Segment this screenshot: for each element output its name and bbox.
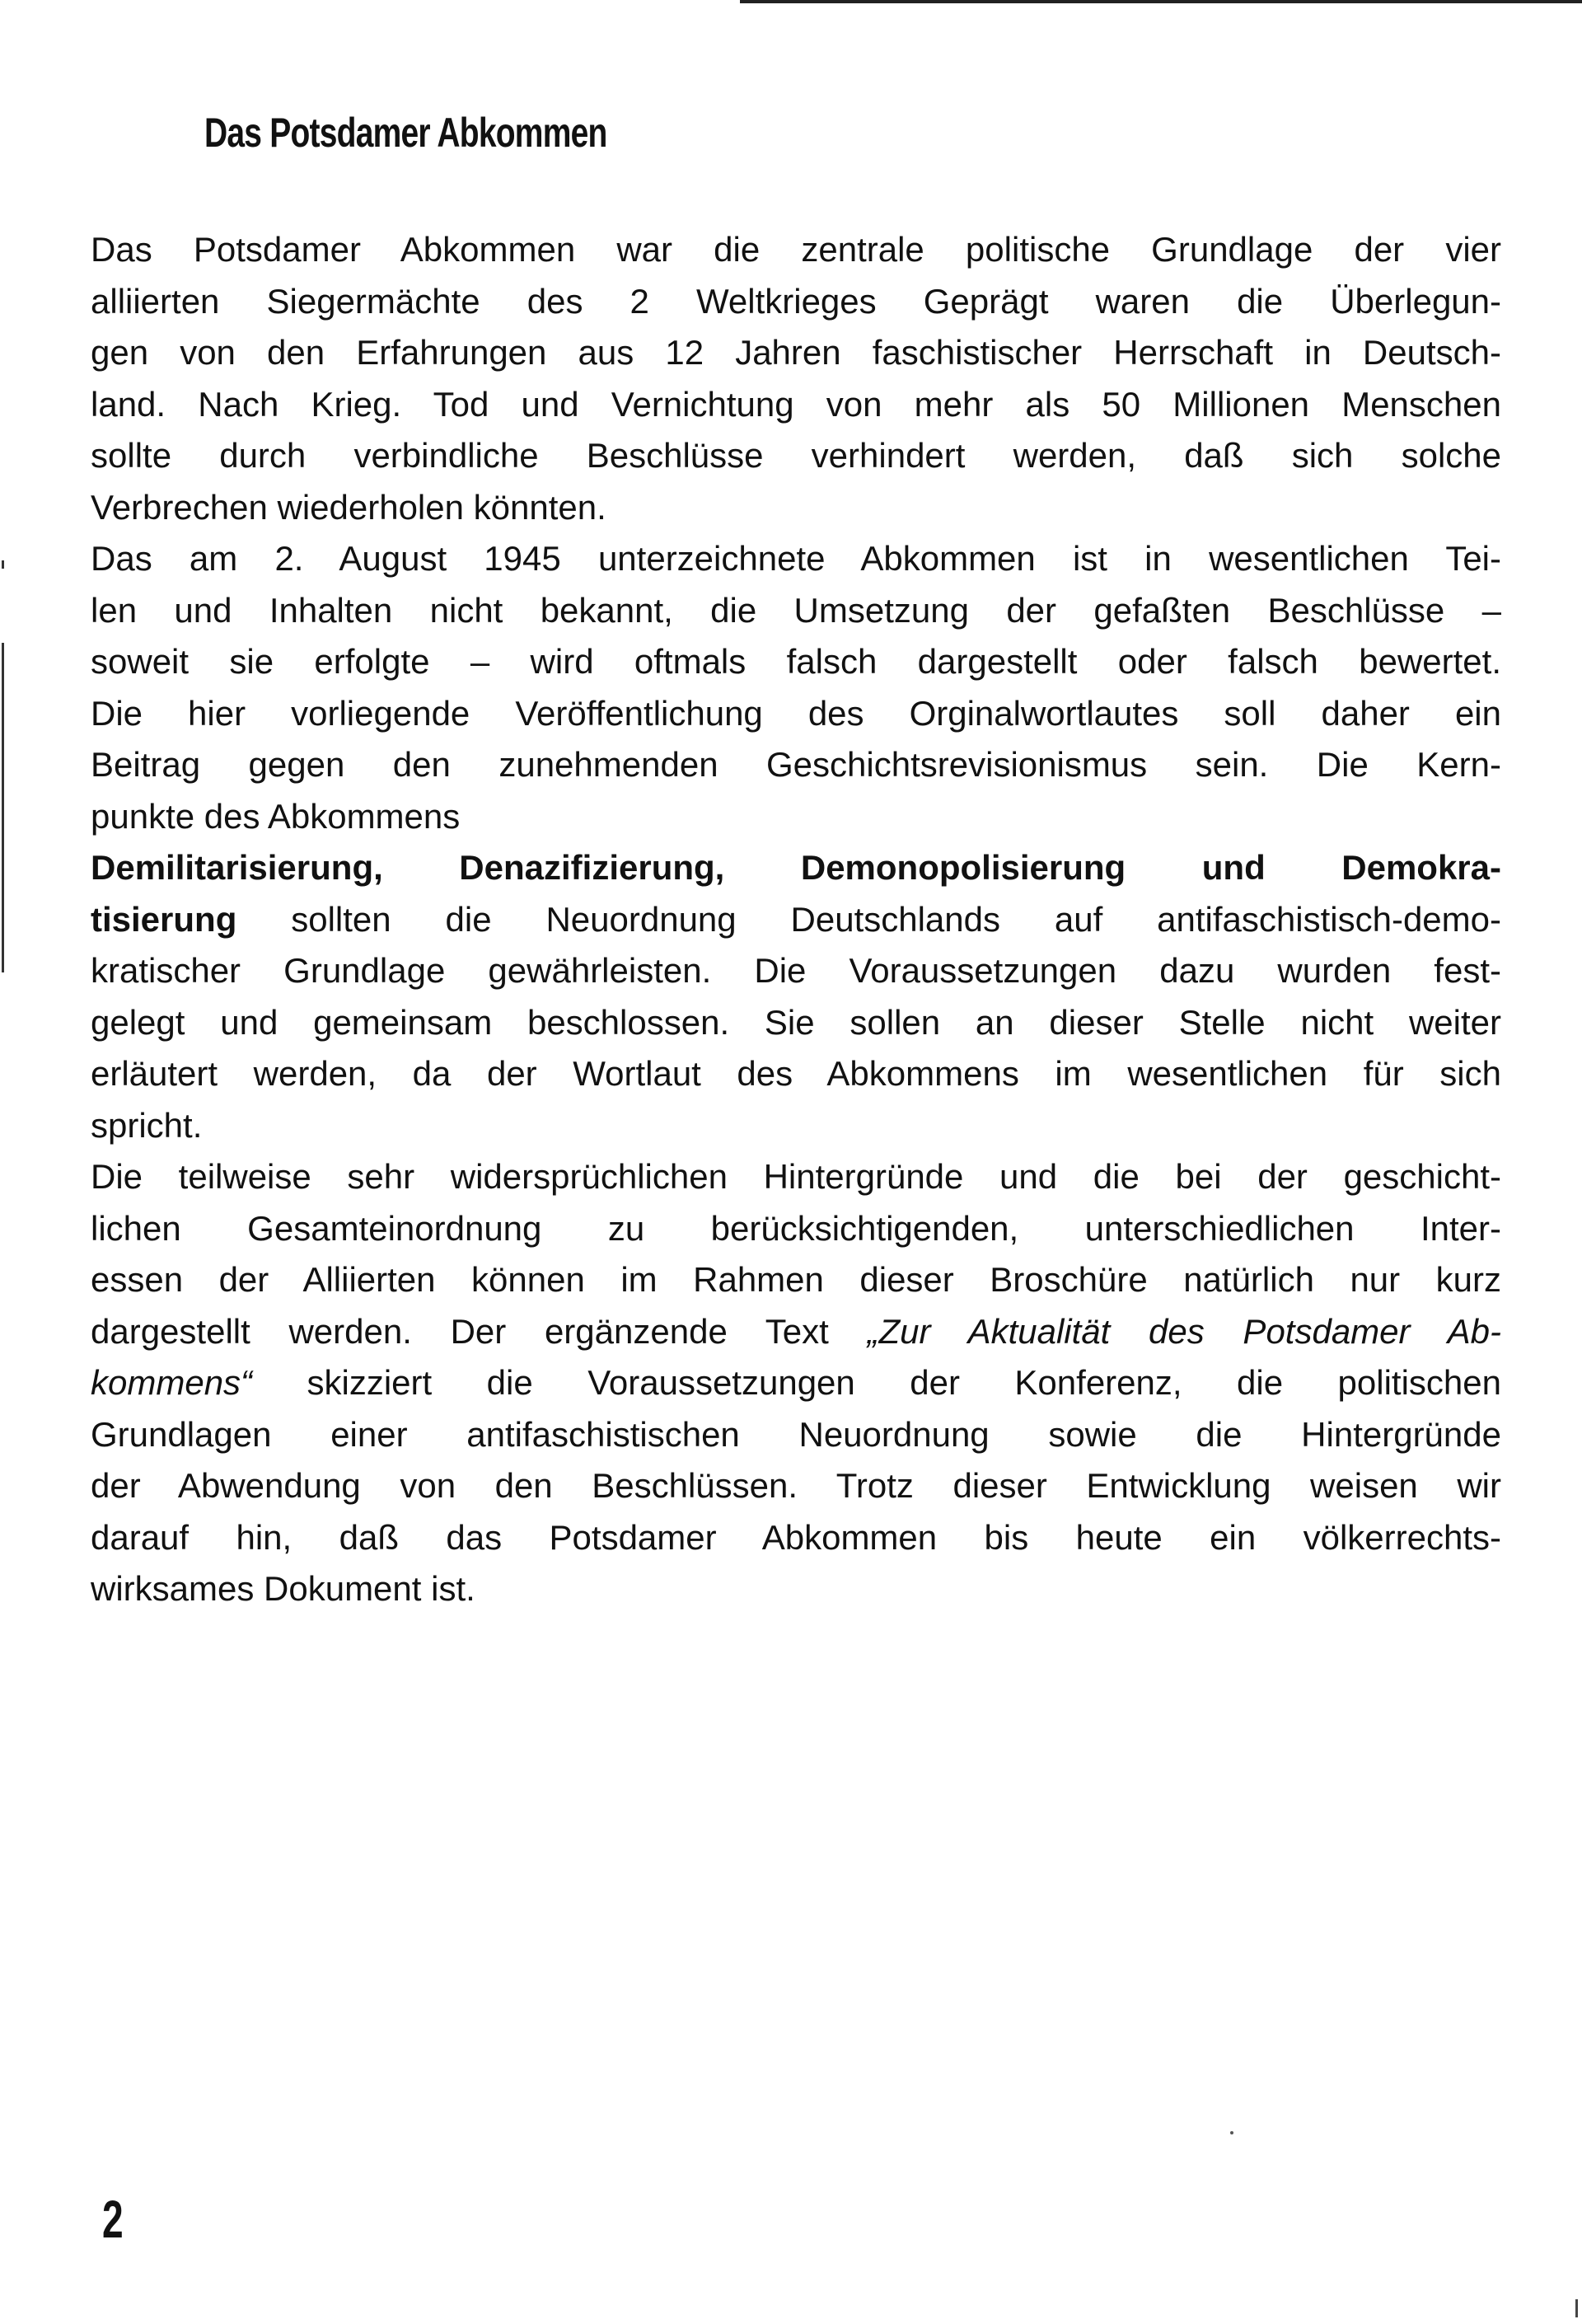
text-line: darauf hin, daß das Potsdamer Abkommen bis heute ein völkerrechts-	[91, 1517, 1501, 1557]
text-line: dargestellt werden. Der ergänzende Text „Zur Aktualität des Potsdamer Ab-	[91, 1311, 1502, 1351]
text-line: lichen Gesamteinordnung zu berücksichtigenden, unterschiedlichen Inter-	[91, 1208, 1501, 1248]
text-line: der Abwendung von den Beschlüssen. Trotz dieser Entwicklung weisen wir	[91, 1466, 1501, 1505]
text-line: erläutert werden, da der Wortlaut des Abkommens im wesentlichen für sich	[91, 1054, 1501, 1093]
scan-edge-mark	[2, 560, 4, 569]
scan-edge-mark	[2, 668, 4, 679]
italic-text: „Zur Aktualität des Potsdamer Ab-	[867, 1311, 1502, 1351]
text-line: gelegt und gemeinsam beschlossen. Sie sollen an dieser Stelle nicht weiter	[91, 1002, 1501, 1042]
text-line: Das am 2. August 1945 unterzeichnete Abkommen ist in wesentlichen Tei-	[91, 539, 1501, 578]
bold-text: Demilitarisierung, Denazifizierung, Demonopolisierung und Demokra-	[91, 848, 1501, 887]
bold-text: tisierung	[91, 899, 237, 939]
text-line: Die teilweise sehr widersprüchlichen Hintergründe und die bei der geschicht-	[91, 1157, 1501, 1196]
text-line: alliierten Siegermächte des 2 Weltkrieges Geprägt waren die Überlegun-	[91, 281, 1501, 321]
text-line: spricht.	[91, 1105, 203, 1145]
text-line: punkte des Abkommens	[91, 796, 461, 836]
text-line: gen von den Erfahrungen aus 12 Jahren faschistischer Herrschaft in Deutsch-	[91, 333, 1501, 372]
text-line: Verbrechen wiederholen könnten.	[91, 487, 606, 527]
text-line: tisierung sollten die Neuordnung Deutschlands auf antifaschistisch-demo-	[91, 899, 1501, 939]
top-border-rule	[740, 0, 1582, 3]
body-text	[91, 224, 1501, 1615]
text-line: land. Nach Krieg. Tod und Vernichtung von mehr als 50 Millionen Menschen	[91, 384, 1501, 424]
text-line: kommens“ skizziert die Voraussetzungen der Konferenz, die politischen	[91, 1363, 1501, 1402]
scan-edge-mark	[2, 643, 4, 972]
text-line: Die hier vorliegende Veröffentlichung des Orginalwortlautes soll daher ein	[91, 693, 1501, 733]
scan-corner-mark	[1575, 2299, 1578, 2317]
page-number: 2	[102, 2190, 124, 2249]
italic-text: kommens“	[91, 1363, 253, 1402]
text-line: wirksames Dokument ist.	[91, 1569, 475, 1608]
text-line: Beitrag gegen den zunehmenden Geschichtsrevisionismus sein. Die Kern-	[91, 745, 1501, 784]
text-line: sollte durch verbindliche Beschlüsse verhindert werden, daß sich solche	[91, 436, 1501, 475]
page-title: Das Potsdamer Abkommen	[204, 110, 607, 156]
scan-speck	[1230, 2131, 1233, 2134]
text-line: kratischer Grundlage gewährleisten. Die Voraussetzungen dazu wurden fest-	[91, 951, 1501, 990]
text-line: Grundlagen einer antifaschistischen Neuordnung sowie die Hintergründe	[91, 1414, 1501, 1454]
text-line: essen der Alliierten können im Rahmen dieser Broschüre natürlich nur kurz	[91, 1260, 1501, 1299]
text-line: soweit sie erfolgte – wird oftmals falsch dargestellt oder falsch bewertet.	[91, 642, 1501, 681]
text-line	[91, 842, 1501, 894]
text-line: len und Inhalten nicht bekannt, die Umsetzung der gefaßten Beschlüsse –	[91, 590, 1501, 630]
text-line: Das Potsdamer Abkommen war die zentrale politische Grundlage der vier	[91, 230, 1501, 269]
